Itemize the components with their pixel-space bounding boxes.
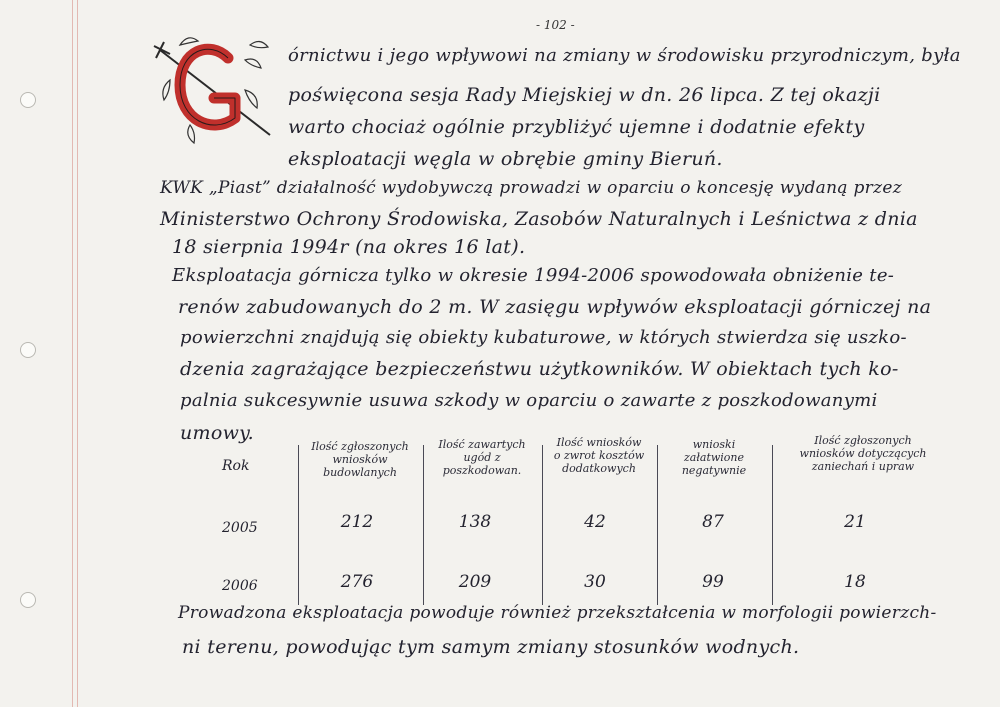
margin-line-inner [77,0,78,707]
table-cell: 138 [458,512,492,532]
table-header-column: Ilość zawartych ugód z poszkodowan. [438,438,526,477]
paragraph-3-line-3: powierzchni znajdują się obiekty kubaturowe, w których stwierdza się uszko- [180,327,907,348]
table-header-column: Ilość zgłoszonych wniosków dotyczących zaniechań i upraw [799,434,927,473]
table-cell: 87 [702,512,724,532]
paragraph-1-line-1: órnictwu i jego wpływowi na zmiany w środowisku przyrodniczym, była [288,45,961,66]
table-header-column: Ilość wniosków o zwrot kosztów dodatkowych [553,436,645,475]
paragraph-3-line-1: Eksploatacja górnicza tylko w okresie 1994-2006 spowodowała obniżenie te- [172,265,895,286]
table-cell: 18 [844,572,866,592]
paragraph-2-line-1: KWK „Piast” działalność wydobywczą prowadzi w oparciu o koncesję wydaną przez [160,178,902,198]
table-cell: 212 [340,512,374,532]
binder-hole [20,92,36,108]
paragraph-3-line-2: renów zabudowanych do 2 m. W zasięgu wpływów eksploatacji górniczej na [178,296,932,318]
paragraph-3-line-6: umowy. [180,422,255,444]
paragraph-3-line-5: palnia sukcesywnie usuwa szkody w oparciu o zawarte z poszkodowanymi [180,390,878,411]
table-cell: 209 [458,572,492,592]
paragraph-4-line-1: Prowadzona eksploatacja powoduje również przekształcenia w morfologii powierzch- [178,603,937,623]
page-number: - 102 - [536,18,575,32]
table-cell: 21 [844,512,866,532]
paragraph-2-line-3: 18 sierpnia 1994r (na okres 16 lat). [172,236,526,258]
paragraph-1-line-4: eksploatacji węgla w obrębie gminy Bieruń. [288,148,723,170]
paragraph-4-line-2: ni terenu, powodując tym samym zmiany stosunków wodnych. [182,636,800,658]
table-header-year: Rok [222,458,250,474]
table-cell: 99 [702,572,724,592]
paragraph-1-line-3: warto chociaż ogólnie przybliżyć ujemne i dodatnie efekty [288,116,865,138]
decorated-initial-g-icon [150,30,280,150]
paragraph-2-line-2: Ministerstwo Ochrony Środowiska, Zasobów Naturalnych i Leśnictwa z dnia [160,208,918,230]
table-cell: 42 [584,512,606,532]
table-header-column: Ilość zgłoszonych wniosków budowlanych [311,440,409,479]
table-header-column: wnioski załatwione negatywnie [681,438,747,477]
table-divider [298,445,299,605]
margin-line [72,0,73,707]
binder-hole [20,592,36,608]
table-cell: 276 [340,572,374,592]
paragraph-1-line-2: poświęcona sesja Rady Miejskiej w dn. 26 lipca. Z tej okazji [288,84,881,106]
paragraph-3-line-4: dzenia zagrażające bezpieczeństwu użytkowników. W obiektach tych ko- [180,358,899,380]
table-cell: 30 [584,572,606,592]
table-row-year: 2006 [222,578,258,594]
table-row-year: 2005 [222,520,258,536]
binder-hole [20,342,36,358]
